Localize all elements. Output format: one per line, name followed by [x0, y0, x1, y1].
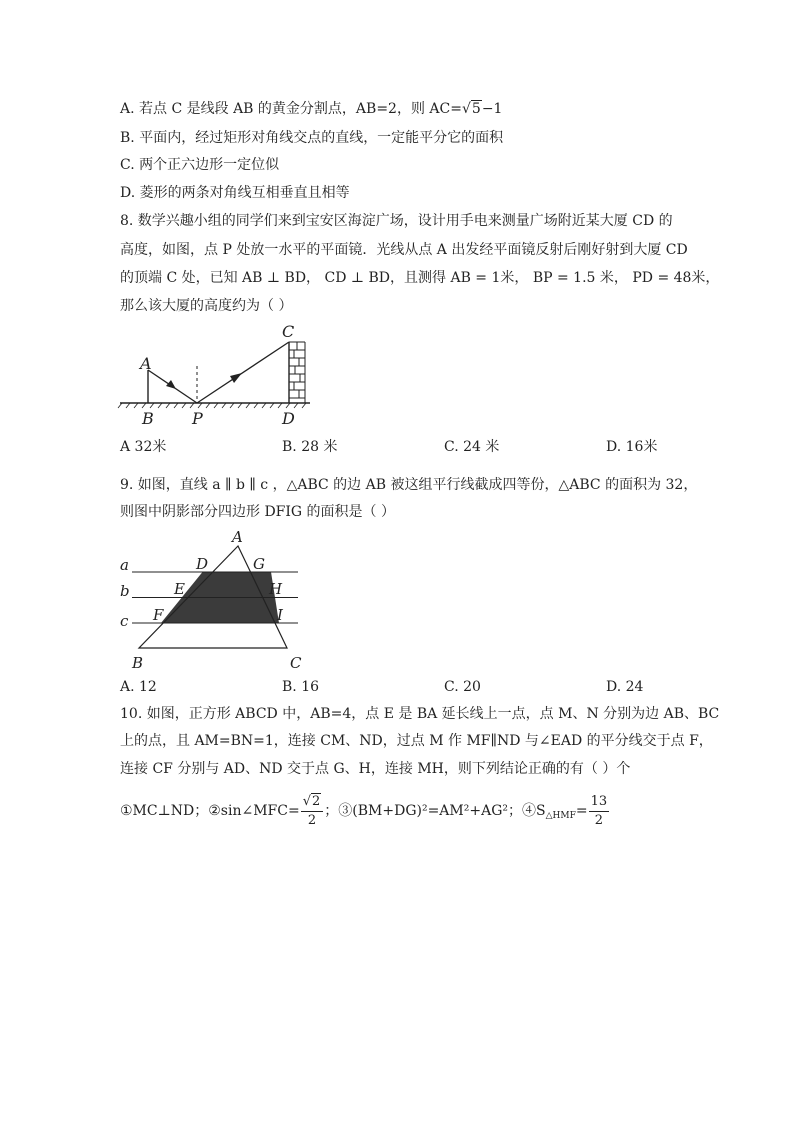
q9-stem-line1: 9. 如图，直线 a ∥ b ∥ c ，△ABC 的边 AB 被这组平行线截成四等份，△ABC 的面积为 32，	[120, 477, 698, 493]
q10-conclusions: ①MC⊥ND；②sin∠MFC= $\frac{√2}{2}$ ；③(BM+DG)²=AM²+AG²；$④S_{\triangle HMF}=$ $\frac{13}{2}$	[120, 793, 608, 828]
label-point-h: H	[269, 580, 283, 598]
q9-stem-line2: 则图中阴影部分四边形 DFIG 的面积是（ ）	[120, 504, 396, 520]
q8-figure	[118, 322, 318, 427]
q8-stem-line3: 的顶端 C 处，已知 AB ⊥ BD， CD ⊥ BD，且测得 AB = 1米， BP = 1.5 米， PD = 48米，	[120, 270, 720, 286]
label-d: D	[282, 409, 295, 428]
q8-option-a: A 32米	[120, 439, 167, 455]
label-point-i: I	[277, 606, 283, 624]
q7-option-a	[120, 99, 502, 119]
building-cd	[289, 342, 305, 403]
arrow-head-incident	[166, 380, 176, 389]
q10-stem-line2: 上的点，且 AM=BN=1，连接 CM、ND，过点 M 作 MF∥ND 与∠EAD 的平分线交于点 F，	[120, 733, 713, 749]
q7-option-a-radicand: 5	[471, 101, 481, 117]
q9-option-a: A. 12	[120, 679, 157, 695]
q7-option-a-tail: −1	[481, 101, 503, 117]
q10-stem-line1: 10. 如图，正方形 ABCD 中，AB=4，点 E 是 BA 延长线上一点，点 M、N 分别为边 AB、BC	[120, 706, 720, 722]
light-ray-reflected	[197, 342, 289, 403]
label-vertex-c: C	[290, 654, 302, 672]
label-point-f: F	[153, 606, 164, 624]
q9-option-d: D. 24	[606, 679, 644, 695]
q10-conclusion-1-2: ①MC⊥ND；②sin∠MFC=	[120, 803, 300, 819]
label-point-d: D	[196, 555, 209, 573]
q7-option-a-text: A. 若点 C 是线段 AB 的黄金分割点，AB=2，则 AC=	[120, 101, 462, 117]
label-b: B	[142, 409, 154, 428]
q7-option-b: B. 平面内，经过矩形对角线交点的直线，一定能平分它的面积	[120, 130, 504, 146]
ground-line	[118, 403, 310, 408]
q8-option-d: D. 16米	[606, 439, 658, 455]
label-p: P	[192, 409, 203, 428]
arrow-head-reflected	[230, 373, 242, 383]
sqrt-symbol: √	[461, 101, 471, 117]
q10-subscript-hmf: △HMF	[545, 811, 576, 821]
q8-stem-line4: 那么该大厦的高度约为（ ）	[120, 298, 293, 314]
label-line-b: b	[120, 582, 130, 600]
q7-option-d: D. 菱形的两条对角线互相垂直且相等	[120, 185, 350, 201]
sqrt-symbol: √	[302, 793, 311, 809]
q10-stem-line3: 连接 CF 分别与 AD、ND 交于点 G、H，连接 MH，则下列结论正确的有（ ）个	[120, 761, 631, 777]
q9-figure	[112, 525, 312, 675]
q8-option-c: C. 24 米	[444, 439, 500, 455]
label-vertex-a: A	[232, 528, 243, 546]
q8-option-b: B. 28 米	[282, 439, 338, 455]
q9-option-c: C. 20	[444, 679, 481, 695]
q8-stem-line2: 高度，如图，点 P 处放一水平的平面镜．光线从点 A 出发经平面镜反射后刚好射到大厦 CD	[120, 242, 688, 258]
label-vertex-b: B	[132, 654, 144, 672]
label-point-g: G	[253, 555, 265, 573]
label-point-e: E	[174, 580, 185, 598]
q7-option-c: C. 两个正六边形一定位似	[120, 157, 280, 173]
fraction-sqrt2-over-2: $\frac{√2}{2}$	[301, 793, 324, 830]
q8-stem-line1: 8. 数学兴趣小组的同学们来到宝安区海淀广场，设计用手电来测量广场附近某大厦 CD 的	[120, 213, 673, 229]
label-line-c: c	[120, 612, 129, 630]
q9-option-b: B. 16	[282, 679, 320, 695]
label-a: A	[140, 354, 152, 373]
q10-conclusion-3: ；③(BM+DG)²=AM²+AG²；④S	[324, 803, 546, 819]
fraction-13-over-2: $\frac{13}{2}$	[590, 793, 608, 828]
label-c: C	[282, 322, 295, 341]
label-line-a: a	[120, 556, 129, 574]
